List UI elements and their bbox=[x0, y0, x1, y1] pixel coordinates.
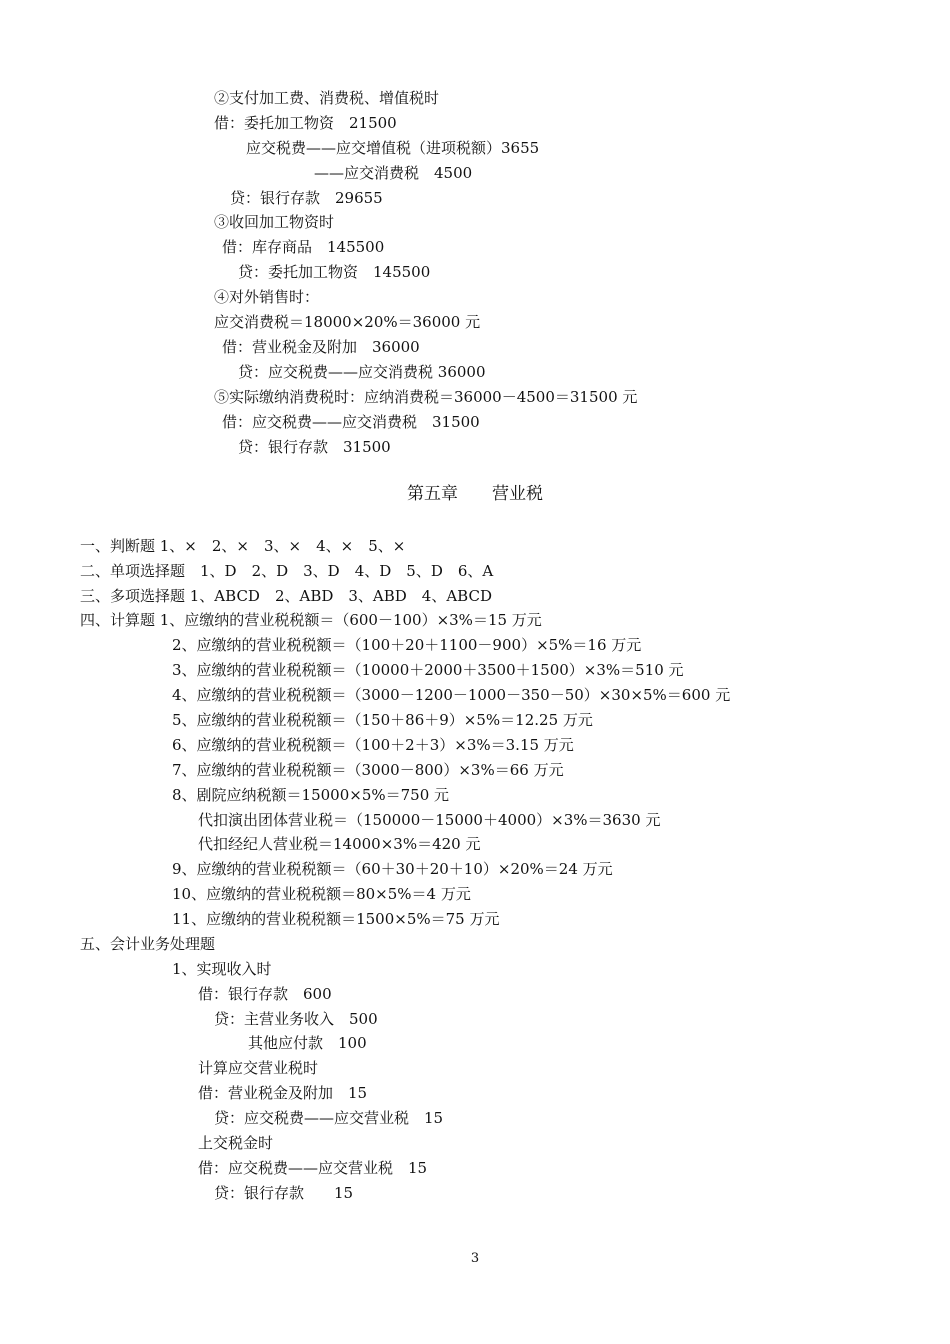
entry-credit: 贷：委托加工物资 145500 bbox=[238, 263, 431, 281]
entry-credit: 贷：银行存款 15 bbox=[214, 1184, 354, 1202]
section-calculation: 四、计算题 1、应缴纳的营业税税额＝（600－100）×3%＝15 万元 bbox=[80, 611, 542, 629]
calc-item: 7、应缴纳的营业税税额＝（3000－800）×3%＝66 万元 bbox=[172, 761, 564, 779]
calc-item: 4、应缴纳的营业税税额＝（3000－1200－1000－350－50）×30×5%＝600 元 bbox=[172, 686, 731, 704]
entry-debit: 借：应交税费——应交消费税 31500 bbox=[222, 413, 480, 431]
calc-item-sub: 代扣演出团体营业税＝（150000－15000＋4000）×3%＝3630 元 bbox=[198, 811, 661, 829]
section-single-choice: 二、单项选择题 1、D 2、D 3、D 4、D 5、D 6、A bbox=[80, 562, 494, 580]
entry-heading-4: ④对外销售时： bbox=[214, 288, 320, 306]
accounting-step: 上交税金时 bbox=[198, 1134, 274, 1152]
calc-item: 3、应缴纳的营业税税额＝（10000＋2000＋3500＋1500）×3%＝510 元 bbox=[172, 661, 684, 679]
page-number: 3 bbox=[470, 1251, 480, 1266]
entry-heading-5: ⑤实际缴纳消费税时：应纳消费税＝36000－4500＝31500 元 bbox=[214, 388, 638, 406]
accounting-step: 计算应交营业税时 bbox=[198, 1059, 319, 1077]
calc-item-sub: 代扣经纪人营业税＝14000×3%＝420 元 bbox=[198, 835, 481, 853]
entry-debit: 借：银行存款 600 bbox=[198, 985, 332, 1003]
entry-debit: 借：营业税金及附加 36000 bbox=[222, 338, 420, 356]
calc-item: 6、应缴纳的营业税税额＝（100＋2＋3）×3%＝3.15 万元 bbox=[172, 736, 574, 754]
calc-item: 11、应缴纳的营业税税额＝1500×5%＝75 万元 bbox=[172, 910, 500, 928]
entry-credit: 贷：银行存款 31500 bbox=[238, 438, 391, 456]
section-accounting: 五、会计业务处理题 bbox=[80, 935, 216, 953]
entry-heading-3: ③收回加工物资时 bbox=[214, 213, 335, 231]
entry-credit-sub: 其他应付款 100 bbox=[248, 1034, 367, 1052]
calc-item: 5、应缴纳的营业税税额＝（150＋86＋9）×5%＝12.25 万元 bbox=[172, 711, 593, 729]
entry-debit-sub: ——应交消费税 4500 bbox=[314, 164, 473, 182]
calc-item: 2、应缴纳的营业税税额＝（100＋20＋1100－900）×5%＝16 万元 bbox=[172, 636, 642, 654]
entry-debit: 借：应交税费——应交营业税 15 bbox=[198, 1159, 428, 1177]
entry-heading-2: ②支付加工费、消费税、增值税时 bbox=[214, 89, 440, 107]
entry-debit: 借：库存商品 145500 bbox=[222, 238, 385, 256]
entry-formula: 应交消费税＝18000×20%＝36000 元 bbox=[214, 313, 481, 331]
section-multiple-choice: 三、多项选择题 1、ABCD 2、ABD 3、ABD 4、ABCD bbox=[80, 587, 492, 605]
entry-debit-sub: 应交税费——应交增值税（进项税额）3655 bbox=[246, 139, 540, 157]
chapter-title: 第五章 营业税 bbox=[407, 484, 543, 504]
entry-credit: 贷：主营业务收入 500 bbox=[214, 1010, 378, 1028]
accounting-step: 1、实现收入时 bbox=[172, 960, 272, 978]
entry-credit: 贷：应交税费——应交消费税 36000 bbox=[238, 363, 486, 381]
entry-credit: 贷：银行存款 29655 bbox=[230, 189, 383, 207]
entry-credit: 贷：应交税费——应交营业税 15 bbox=[214, 1109, 444, 1127]
calc-item: 9、应缴纳的营业税税额＝（60＋30＋20＋10）×20%＝24 万元 bbox=[172, 860, 613, 878]
entry-debit: 借：营业税金及附加 15 bbox=[198, 1084, 368, 1102]
calc-item: 8、剧院应纳税额＝15000×5%＝750 元 bbox=[172, 786, 450, 804]
entry-debit: 借：委托加工物资 21500 bbox=[214, 114, 397, 132]
calc-item: 10、应缴纳的营业税税额＝80×5%＝4 万元 bbox=[172, 885, 471, 903]
section-true-false: 一、判断题 1、× 2、× 3、× 4、× 5、× bbox=[80, 537, 406, 555]
